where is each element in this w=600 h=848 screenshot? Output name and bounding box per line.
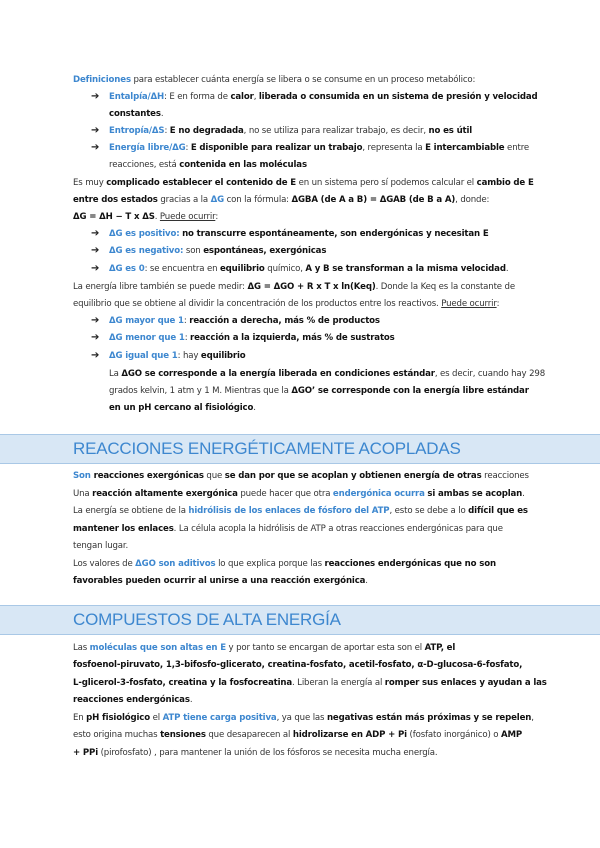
s1-line-6: Los valores de ΔGO son aditivos lo que explica porque las reacciones endergónicas que no son <box>73 559 496 569</box>
s2-line-5: En pH fisiológico el ATP tiene carga positiva, ya que las negativas están más próximas y se repelen, <box>73 713 534 723</box>
keq-case-less: ΔG menor que 1: reacción a la izquierda, más % de sustratos <box>109 333 395 343</box>
section-title-reacciones: REACCIONES ENERGÉTICAMENTE ACOPLADAS <box>73 439 461 458</box>
keq-line-2: equilibrio que se obtiene al dividir la concentración de los productos entre los reactivos. Puede ocurrir: <box>73 299 500 309</box>
s2-line-1: Las moléculas que son altas en E y por tanto se encargan de aportar esta son el ATP, el <box>73 643 456 653</box>
standard-line-1: La ΔGO se corresponde a la energía liberada en condiciones estándar, es decir, cuando hay 298 <box>109 369 546 379</box>
keq-case-equal: ΔG igual que 1: hay equilibrio <box>109 351 246 361</box>
s2-line-4: reacciones endergónicas. <box>73 695 193 705</box>
formula-line-1: Es muy complicado establecer el contenido de E en un sistema pero sí podemos calcular el cambio de E <box>73 178 534 188</box>
s2-line-7: + PPi (pirofosfato) , para mantener la unión de los fósforos se necesita mucha energía. <box>73 748 438 758</box>
arrow-right-icon: ➔ <box>91 142 100 153</box>
s2-line-6: esto origina muchas tensiones que desaparecen al hidrolizarse en ADP + Pi (fosfato inorgánico) o AMP <box>73 730 522 740</box>
arrow-right-icon: ➔ <box>91 91 100 102</box>
formula-line-3: ΔG = ΔH − T x ΔS. Puede ocurrir: <box>73 212 219 222</box>
case-zero: ΔG es 0: se encuentra en equilibrio químico, A y B se transforman a la misma velocidad. <box>109 264 509 274</box>
arrow-right-icon: ➔ <box>91 350 100 361</box>
section-title-compuestos: COMPUESTOS DE ALTA ENERGÍA <box>73 610 341 629</box>
bullet-energia-libre-cont: reacciones, está contenida en las moléculas <box>109 160 307 170</box>
bullet-energia-libre: Energía libre/ΔG: E disponible para realizar un trabajo, representa la E intercambiable entre <box>109 143 530 153</box>
keq-case-greater: ΔG mayor que 1: reacción a derecha, más % de productos <box>109 316 380 326</box>
bullet-entalpia: Entalpía/ΔH: E en forma de calor, liberada o consumida en un sistema de presión y velocidad <box>109 92 538 102</box>
arrow-right-icon: ➔ <box>91 332 100 343</box>
standard-line-3: en un pH cercano al fisiológico. <box>109 403 256 413</box>
case-negative: ΔG es negativo: son espontáneas, exergónicas <box>109 246 327 256</box>
s1-line-7: favorables pueden ocurrir al unirse a una reacción exergónica. <box>73 576 368 586</box>
arrow-right-icon: ➔ <box>91 125 100 136</box>
arrow-right-icon: ➔ <box>91 315 100 326</box>
s1-line-4: mantener los enlaces. La célula acopla la hidrólisis de ATP a otras reacciones endergónicas para que <box>73 524 503 534</box>
arrow-right-icon: ➔ <box>91 245 100 256</box>
keq-line-1: La energía libre también se puede medir: ΔG = ΔGO + R x T x ln(Keq). Donde la Keq es la constante de <box>73 282 515 292</box>
section-header-band <box>0 434 600 464</box>
case-positive: ΔG es positivo: no transcurre espontáneamente, son endergónicas y necesitan E <box>109 229 489 239</box>
section-header-band <box>0 605 600 635</box>
definitions-line: Definiciones para establecer cuánta energía se libera o se consume en un proceso metabólico: <box>73 75 476 85</box>
standard-line-2: grados kelvin, 1 atm y 1 M. Mientras que la ΔGO’ se corresponde con la energía libre estándar <box>109 386 529 396</box>
s1-line-2: Una reacción altamente exergónica puede hacer que otra endergónica ocurra si ambas se acoplan. <box>73 489 525 499</box>
s1-line-5: tengan lugar. <box>73 541 129 551</box>
bullet-entalpia-cont: constantes. <box>109 109 164 119</box>
arrow-right-icon: ➔ <box>91 263 100 274</box>
arrow-right-icon: ➔ <box>91 228 100 239</box>
bullet-entropia: Entropía/ΔS: E no degradada, no se utiliza para realizar trabajo, es decir, no es útil <box>109 126 473 136</box>
formula-line-2: entre dos estados gracias a la ΔG con la fórmula: ΔGBA (de A a B) = ΔGAB (de B a A), donde: <box>73 195 490 205</box>
s1-line-1: Son reacciones exergónicas que se dan por que se acoplan y obtienen energía de otras reacciones <box>73 471 529 481</box>
s2-line-3: L-glicerol-3-fosfato, creatina y la fosfocreatina. Liberan la energía al romper sus enlaces y ayudan a las <box>73 678 547 688</box>
s1-line-3: La energía se obtiene de la hidrólisis de los enlaces de fósforo del ATP, esto se debe a lo difícil que es <box>73 506 528 516</box>
s2-line-2: fosfoenol-piruvato, 1,3-bifosfo-glicerato, creatina-fosfato, acetil-fosfato, α-D-glucosa-6-fosfato, <box>73 660 523 670</box>
